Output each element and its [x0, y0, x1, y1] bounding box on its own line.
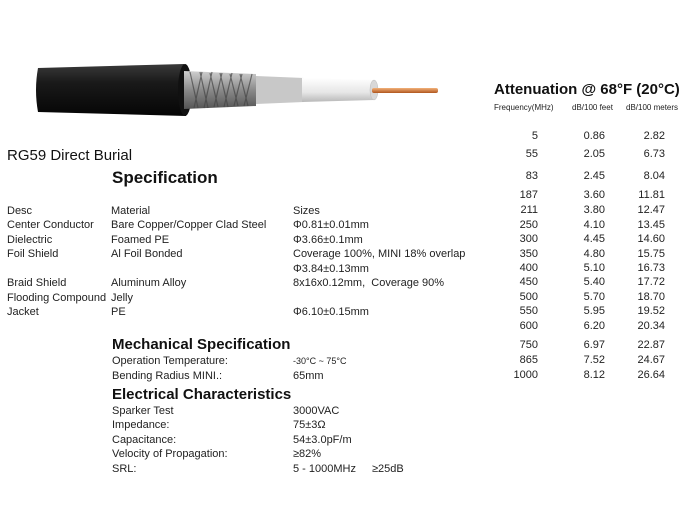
attenuation-frequency: 1000 — [513, 369, 538, 381]
spec-desc: Flooding Compound — [7, 292, 107, 304]
spec-desc: Center Conductor — [7, 219, 94, 231]
attenuation-db-feet: 2.05 — [583, 148, 605, 160]
cable-braid — [184, 71, 256, 109]
electrical-value: 5 - 1000MHz — [293, 463, 356, 475]
attenuation-db-meters: 12.47 — [637, 204, 665, 216]
spec-material: Al Foil Bonded — [111, 248, 183, 260]
attenuation-frequency: 600 — [519, 320, 538, 332]
spec-size: Φ3.66±0.1mm — [293, 234, 363, 246]
cable-center-conductor — [372, 88, 438, 93]
electrical-label: Impedance: — [112, 419, 170, 431]
attenuation-db-feet: 0.86 — [583, 130, 605, 142]
attenuation-frequency: 750 — [519, 339, 538, 351]
spec-desc: Dielectric — [7, 234, 53, 246]
attenuation-db-feet: 4.10 — [583, 219, 605, 231]
spec-size: Φ6.10±0.15mm — [293, 306, 369, 318]
attenuation-frequency: 300 — [519, 233, 538, 245]
electrical-heading: Electrical Characteristics — [112, 386, 292, 403]
attenuation-db-meters: 17.72 — [637, 276, 665, 288]
mechanical-label: Operation Temperature: — [112, 355, 228, 367]
attenuation-db-meters: 15.75 — [637, 248, 665, 260]
attenuation-db-meters: 13.45 — [637, 219, 665, 231]
attenuation-db-feet: 2.45 — [583, 170, 605, 182]
electrical-extra-value: ≥25dB — [372, 463, 404, 475]
attenuation-db-meters: 24.67 — [637, 354, 665, 366]
spec-material: PE — [111, 306, 126, 318]
spec-material: Aluminum Alloy — [111, 277, 187, 289]
product-title: RG59 Direct Burial — [7, 147, 133, 164]
attenuation-db-feet: 6.20 — [583, 320, 605, 332]
attenuation-db-meters: 26.64 — [637, 369, 665, 381]
attenuation-header-meters: dB/100 meters — [626, 103, 679, 112]
spec-material: Bare Copper/Copper Clad Steel — [111, 219, 267, 231]
electrical-value: ≥82% — [293, 448, 322, 460]
spec-desc: Braid Shield — [7, 277, 67, 289]
spec-size: 8x16x0.12mm, Coverage 90% — [293, 277, 445, 289]
spec-size: Coverage 100%, MINI 18% overlap — [293, 248, 466, 260]
attenuation-db-meters: 16.73 — [637, 262, 665, 274]
attenuation-frequency: 500 — [519, 291, 538, 303]
attenuation-db-feet: 7.52 — [583, 354, 605, 366]
attenuation-header-frequency: Frequency(MHz) — [494, 103, 554, 112]
spec-material: Jelly — [111, 292, 134, 304]
attenuation-frequency: 55 — [525, 148, 538, 160]
spec-size: Φ0.81±0.01mm — [293, 219, 369, 231]
electrical-label: SRL: — [112, 463, 137, 475]
attenuation-db-meters: 18.70 — [637, 291, 665, 303]
attenuation-frequency: 211 — [520, 204, 538, 216]
spec-size: Φ3.84±0.13mm — [293, 263, 369, 275]
attenuation-frequency: 450 — [519, 276, 538, 288]
attenuation-db-feet: 5.40 — [583, 276, 605, 288]
attenuation-frequency: 5 — [531, 130, 538, 142]
attenuation-db-meters: 20.34 — [637, 320, 665, 332]
attenuation-db-feet: 5.95 — [583, 305, 605, 317]
cable-foil — [256, 76, 304, 104]
attenuation-db-meters: 8.04 — [643, 170, 665, 182]
attenuation-frequency: 865 — [519, 354, 538, 366]
attenuation-db-feet: 5.70 — [583, 291, 605, 303]
attenuation-db-feet: 8.12 — [583, 369, 605, 381]
attenuation-frequency: 250 — [519, 219, 538, 231]
electrical-label: Capacitance: — [112, 434, 177, 446]
attenuation-title: Attenuation @ 68°F (20°C) — [494, 81, 680, 98]
electrical-label: Velocity of Propagation: — [112, 448, 228, 460]
attenuation-frequency: 400 — [519, 262, 538, 274]
attenuation-db-feet: 4.80 — [583, 248, 605, 260]
spec-col-desc: Desc — [7, 205, 33, 217]
attenuation-db-feet: 5.10 — [583, 262, 605, 274]
attenuation-db-feet: 3.60 — [583, 189, 605, 201]
attenuation-db-meters: 19.52 — [637, 305, 665, 317]
attenuation-db-feet: 6.97 — [583, 339, 605, 351]
attenuation-db-meters: 22.87 — [637, 339, 665, 351]
electrical-value: 75±3Ω — [293, 419, 326, 431]
spec-material: Foamed PE — [111, 234, 170, 246]
mechanical-value: 65mm — [293, 370, 324, 382]
attenuation-header-feet: dB/100 feet — [572, 103, 613, 112]
attenuation-frequency: 550 — [519, 305, 538, 317]
spec-desc: Jacket — [7, 306, 39, 318]
attenuation-db-meters: 11.81 — [638, 189, 665, 201]
spec-col-material: Material — [111, 205, 151, 217]
mechanical-label: Bending Radius MINI.: — [112, 370, 223, 382]
coax-cable-image — [34, 62, 440, 120]
attenuation-db-meters: 2.82 — [643, 130, 665, 142]
attenuation-frequency: 187 — [519, 189, 538, 201]
cable-dielectric — [302, 78, 378, 102]
attenuation-db-meters: 14.60 — [637, 233, 665, 245]
electrical-label: Sparker Test — [112, 405, 174, 417]
cable-jacket — [36, 64, 192, 116]
specification-heading: Specification — [112, 168, 218, 187]
spec-col-sizes: Sizes — [293, 205, 320, 217]
mechanical-heading: Mechanical Specification — [112, 336, 291, 353]
attenuation-db-feet: 4.45 — [583, 233, 605, 245]
electrical-value: 54±3.0pF/m — [293, 434, 352, 446]
electrical-value: 3000VAC — [293, 405, 340, 417]
mechanical-value: -30°C ~ 75°C — [293, 356, 347, 366]
attenuation-frequency: 83 — [525, 170, 538, 182]
attenuation-frequency: 350 — [519, 248, 538, 260]
spec-desc: Foil Shield — [7, 248, 59, 260]
attenuation-db-meters: 6.73 — [643, 148, 665, 160]
attenuation-db-feet: 3.80 — [583, 204, 605, 216]
